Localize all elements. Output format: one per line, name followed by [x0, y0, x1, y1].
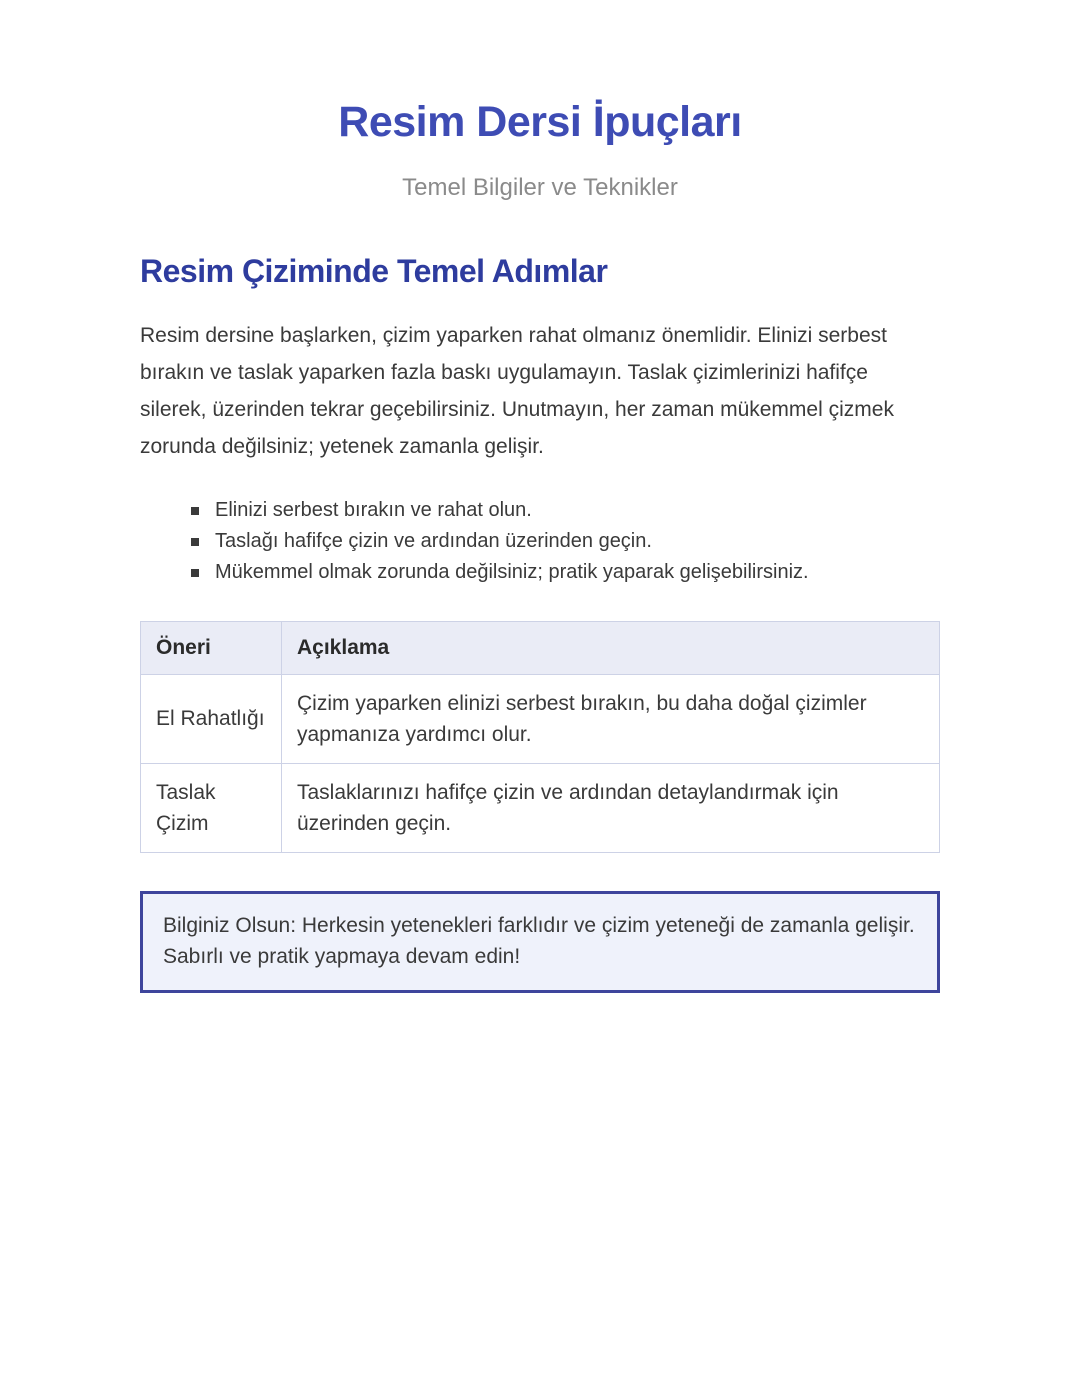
table-header-row — [141, 621, 940, 674]
tips-table — [140, 621, 940, 853]
callout-text: Bilginiz Olsun: Herkesin yetenekleri farklıdır ve çizim yeteneği de zamanla gelişir. Sabırlı ve pratik yapmaya devam edin! — [163, 913, 915, 968]
page-title: Resim Dersi İpuçları — [338, 98, 742, 146]
page-subtitle: Temel Bilgiler ve Teknikler — [402, 173, 678, 201]
intro-paragraph: Resim dersine başlarken, çizim yaparken rahat olmanız önemlidir. Elinizi serbest bırakın ve taslak yaparken fazla baskı uygulamayın. Taslak çizimlerinizi hafifçe silerek, üzerinden tekrar geçebilirsiniz. Unutmayın, her zaman mükemmel çizmek zorunda değilsiniz; yetenek zamanla gelişir. — [140, 323, 894, 458]
list-item: Mükemmel olmak zorunda değilsiniz; pratik yaparak gelişebilirsiniz. — [215, 557, 940, 588]
table-cell-suggestion: El Rahatlığı — [141, 674, 282, 763]
info-callout — [140, 891, 940, 993]
table-cell-suggestion: Taslak Çizim — [141, 763, 282, 852]
table-cell-description: Çizim yaparken elinizi serbest bırakın, bu daha doğal çizimler yapmanıza yardımcı olur. — [282, 674, 940, 763]
table-header-oneri: Öneri — [141, 621, 282, 674]
table-row — [141, 674, 940, 763]
tips-list — [140, 495, 940, 588]
table-header-aciklama: Açıklama — [282, 621, 940, 674]
list-item: Taslağı hafifçe çizin ve ardından üzerinden geçin. — [215, 526, 940, 557]
table-row — [141, 763, 940, 852]
section-heading: Resim Çiziminde Temel Adımlar — [140, 252, 608, 289]
table-cell-description: Taslaklarınızı hafifçe çizin ve ardından detaylandırmak için üzerinden geçin. — [282, 763, 940, 852]
list-item: Elinizi serbest bırakın ve rahat olun. — [215, 495, 940, 526]
